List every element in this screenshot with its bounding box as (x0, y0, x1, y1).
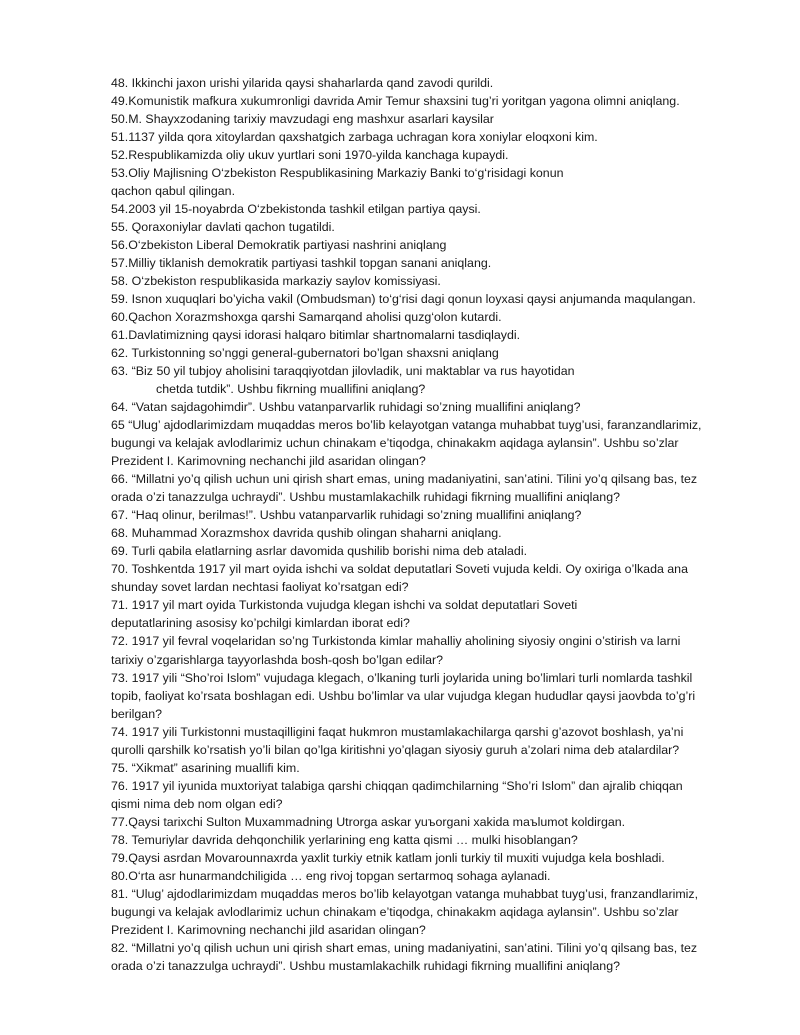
question-line: qurolli qarshilk ko’rsatish yo’li bilan qo’lga kiritishni yo’qlagan siyosiy guruh a’zolari nima deb atalardilar? (111, 742, 680, 757)
question-line: 55. Qoraxoniylar davlati qachon tugatildi. (111, 220, 335, 235)
question-line: qismi nima deb nom olgan edi? (111, 796, 283, 811)
question-line: 53.Oliy Majlisning O‘zbekiston Respublikasining Markaziy Banki to‘g‘risidagi konun (111, 166, 564, 181)
question-line: shunday sovet lardan nechtasi faoliyat ko’rsatgan edi? (111, 580, 409, 595)
question-line: bugungi va kelajak avlodlarimiz uchun chinakam e’tiqodga, chinakakm aqidaga aylansin”. Ushbu so’zlar (111, 904, 679, 919)
question-line: 82. “Millatni yo’q qilish uchun uni qirish shart emas, uning madaniyatini, san’atini. Tilini yo’q qilsang bas, tez (111, 940, 698, 955)
question-line: 77.Qaysi tarixchi Sulton Muxammadning Utrorga askar yuъorgani xakida maъlumot koldirgan. (111, 814, 626, 829)
question-line: 74. 1917 yili Turkistonni mustaqilligini faqat hukmron mustamlakachilarga qarshi g’azovot boshlash, ya’ni (111, 724, 684, 739)
question-line: 58. O‘zbekiston respublikasida markaziy saylov komissiyasi. (111, 274, 441, 289)
question-line: 80.O‘rta asr hunarmandchiligida … eng rivoj topgan sertarmoq sohaga aylanadi. (111, 868, 551, 883)
question-line: 73. 1917 yili “Sho’roi Islom” vujudaga klegach, o’lkaning turli joylarida uning bo’limlari turli nomlarda tashkil (111, 670, 693, 685)
question-line: 79.Qaysi asrdan Movarounnaxrda yaxlit turkiy etnik katlam jonli turkiy til muxiti vujudga kela boshladi. (111, 850, 665, 865)
question-line: Prezident I. Karimovning nechanchi jild asaridan olingan? (111, 454, 426, 469)
question-line: 66. “Millatni yo’q qilish uchun uni qirish shart emas, uning madaniyatini, san’atini. Tilini yo’q qilsang bas, tez (111, 472, 698, 487)
question-line: 67. “Haq olinur, berilmas!”. Ushbu vatanparvarlik ruhidagi so’zning muallifini aniqlang? (111, 508, 582, 523)
question-line: 61.Davlatimizning qaysi idorasi halqaro bitimlar shartnomalarni tasdiqlaydi. (111, 328, 521, 343)
question-line: 68. Muhammad Xorazmshox davrida qushib olingan shaharni aniqlang. (111, 526, 502, 541)
question-line: deputatlarining asosisy ko’pchilgi kimlardan iborat edi? (111, 616, 410, 631)
question-line: 81. “Ulug’ ajdodlarimizdam muqaddas meros bo’lib kelayotgan vatanga muhabbat tuyg’usi, franzandlarimiz, (111, 886, 699, 901)
question-line: qachon qabul qilingan. (111, 184, 236, 199)
question-line: 57.Milliy tiklanish demokratik partiyasi tashkil topgan sanani aniqlang. (111, 256, 492, 271)
question-line: bugungi va kelajak avlodlarimiz uchun chinakam e’tiqodga, chinakakm aqidaga aylansin”. Ushbu so’zlar (111, 436, 679, 451)
question-line (111, 975, 744, 993)
question-line: 51.1137 yilda qora xitoylardan qaxshatgich zarbaga uchragan kora xoniylar eloqxoni kim. (111, 130, 598, 145)
question-line: 56.O‘zbekiston Liberal Demokratik partiyasi nashrini aniqlang (111, 238, 447, 253)
question-line: 75. “Xikmat” asarining muallifi kim. (111, 760, 300, 775)
question-line: 59. Isnon xuquqlari bo’yicha vakil (Ombudsman) to‘g‘risi dagi qonun loyxasi qaysi anjumanda maqulangan. (111, 292, 696, 307)
question-line: 72. 1917 yil fevral voqelaridan so’ng Turkistonda kimlar mahalliy aholining siyosiy ongini o’stirish va larni (111, 634, 681, 649)
question-line: 54.2003 yil 15-noyabrda O‘zbekistonda tashkil etilgan partiya qaysi. (111, 202, 481, 217)
question-line: tarixiy o’zgarishlarga tayyorlashda bosh-qosh bo’lgan edilar? (111, 652, 443, 667)
question-line: 65 “Ulug’ ajdodlarimizdam muqaddas meros bo’lib kelayotgan vatanga muhabbat tuyg’usi, faranzandlarimiz, (111, 418, 702, 433)
question-line: 60.Qachon Xorazmshoxga qarshi Samarqand aholisi quzg‘olon kutardi. (111, 310, 502, 325)
question-line: 63. “Biz 50 yil tubjoy aholisini taraqqiyotdan jilovladik, uni maktablar va rus hayotidan (111, 364, 575, 379)
question-line: 49.Komunistik mafkura xukumronligi davrida Amir Temur shaxsini tug’ri yoritgan yagona olimni aniqlang. (111, 94, 680, 109)
question-line: 62. Turkistonning so’nggi general-gubernatori bo’lgan shaxsni aniqlang (111, 346, 499, 361)
question-line: orada o’zi tanazzulga uchraydi”. Ushbu mustamlakachilk ruhidagi fikrning muallifini aniqlang? (111, 958, 620, 973)
question-line: 64. “Vatan sajdagohimdir”. Ushbu vatanparvarlik ruhidagi so’zning muallifini aniqlang? (111, 400, 581, 415)
question-line: 76. 1917 yil iyunida muxtoriyat talabiga qarshi chiqqan qadimchilarning “Sho’ri Islom” dan ajralib chiqqan (111, 778, 683, 793)
question-line: Prezident I. Karimovning nechanchi jild asaridan olingan? (111, 922, 426, 937)
question-line: 69. Turli qabila elatlarning asrlar davomida qushilib borishi nima deb ataladi. (111, 544, 528, 559)
question-line: orada o’zi tanazzulga uchraydi”. Ushbu mustamlakachilk ruhidagi fikrning muallifini aniqlang? (111, 490, 620, 505)
question-line: berilgan? (111, 706, 162, 721)
question-line: 78. Temuriylar davrida dehqonchilik yerlarining eng katta qismi … mulki hisoblangan? (111, 832, 578, 847)
question-line: 48. Ikkinchi jaxon urishi yilarida qaysi shaharlarda qand zavodi qurildi. (111, 76, 494, 90)
question-line: 71. 1917 yil mart oyida Turkistonda vujudga klegan ishchi va soldat deputatlari Soveti (111, 598, 578, 613)
question-line: topib, faoliyat ko’rsata boshlagan edi. Ushbu bo’limlar va ular vujudga klegan hududlar qaysi jaovbda to’g’ri (111, 688, 696, 703)
question-line: 50.M. Shayxzodaning tarixiy mavzudagi eng mashxur asarlari kaysilar (111, 112, 494, 127)
question-line: 52.Respublikamizda oliy ukuv yurtlari soni 1970-yilda kanchaga kupaydi. (111, 148, 509, 163)
question-line: chetda tutdik”. Ushbu fikrning muallifini aniqlang? (156, 382, 426, 397)
question-line: 70. Toshkentda 1917 yil mart oyida ishchi va soldat deputatlari Soveti vujuda keldi. Oy oxiriga o’lkada ana (111, 562, 688, 577)
